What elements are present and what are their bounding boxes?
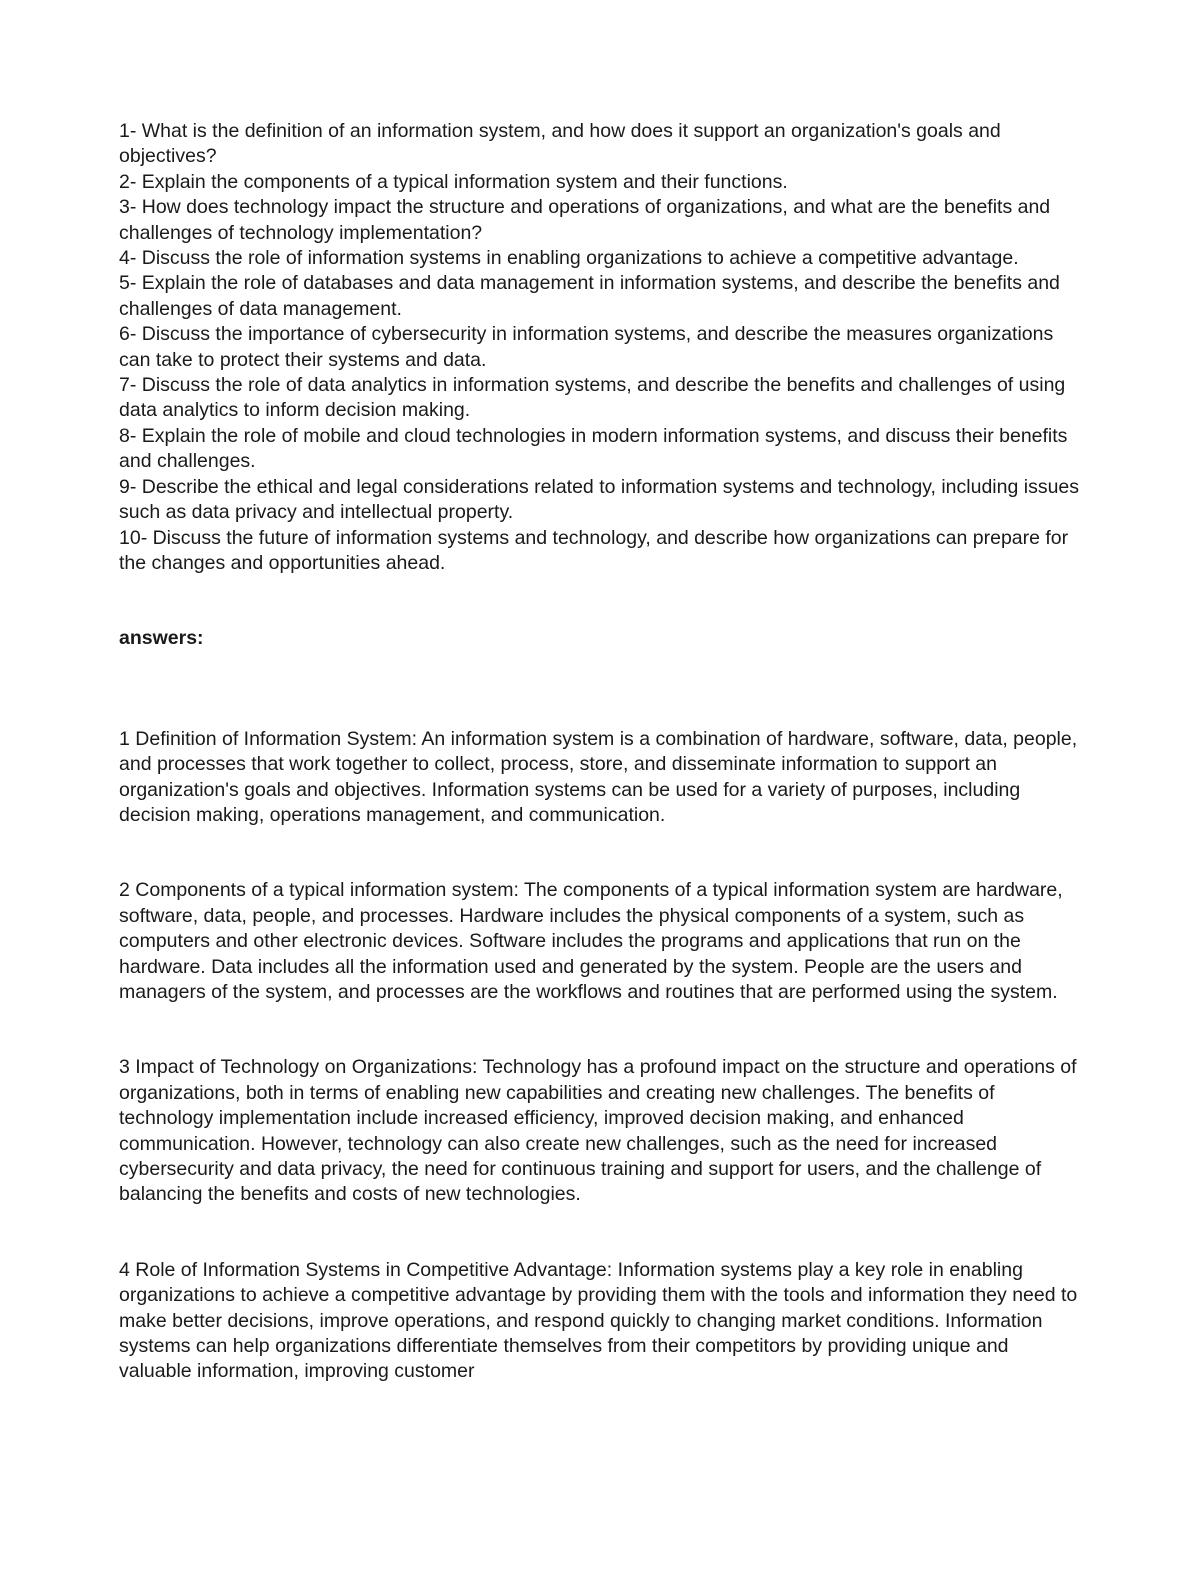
question-item: 2- Explain the components of a typical information system and their functions. [119,170,788,193]
question-item: 9- Describe the ethical and legal considerations related to information systems and technology, including issues such as data privacy and intellectual property. [119,475,1080,524]
question-item: 6- Discuss the importance of cybersecurity in information systems, and describe the measures organizations can take to protect their systems and data. [119,323,1054,371]
questions-list [119,119,1084,576]
question-item: 5- Explain the role of databases and data management in information systems, and describe the benefits and challenges of data management. [119,272,1060,320]
question-item: 1- What is the definition of an information system, and how does it support an organization's goals and objectives? [119,120,1001,168]
answer-paragraph: 1 Definition of Information System: An information system is a combination of hardware, software, data, people, and processes that work together to collect, process, store, and disseminate information to support an organization's goals and objectives. Information systems can be used for a variety of purposes, including decision making, operations management, and communication. [119,727,1078,826]
answer-paragraph: 3 Impact of Technology on Organizations: Technology has a profound impact on the structure and operations of organizations, both in terms of enabling new capabilities and creating new challenges. The benefits of technology implementation include increased efficiency, improved decision making, and enhanced communication. However, technology can also create new challenges, such as the need for increased cybersecurity and data privacy, the need for continuous training and support for users, and the challenge of balancing the benefits and costs of new technologies. [119,1056,1077,1206]
question-item: 8- Explain the role of mobile and cloud technologies in modern information systems, and discuss their benefits and challenges. [119,424,1068,473]
question-item: 3- How does technology impact the structure and operations of organizations, and what are the benefits and challenges of technology implementation? [119,196,1051,244]
answers-heading: answers: [119,627,204,650]
answer-paragraph: 4 Role of Information Systems in Competitive Advantage: Information systems play a key role in enabling organizations to achieve a competitive advantage by providing them with the tools and information they need to make better decisions, improve operations, and respond quickly to changing market conditions. Information systems can help organizations differentiate themselves from their competitors by providing unique and valuable information, improving customer [119,1258,1078,1383]
answer-paragraph: 2 Components of a typical information system: The components of a typical information system are hardware, software, data, people, and processes. Hardware includes the physical components of a system, such as computers and other electronic devices. Software includes the programs and applications that run on the hardware. Data includes all the information used and generated by the system. People are the users and managers of the system, and processes are the workflows and routines that are performed using the system. [119,879,1063,1003]
question-item: 4- Discuss the role of information systems in enabling organizations to achieve a competitive advantage. [119,247,1019,270]
document-body [119,119,1084,1385]
question-item: 10- Discuss the future of information systems and technology, and describe how organizations can prepare for the changes and opportunities ahead. [119,526,1069,574]
question-item: 7- Discuss the role of data analytics in information systems, and describe the benefits and challenges of using data analytics to inform decision making. [119,374,1066,422]
